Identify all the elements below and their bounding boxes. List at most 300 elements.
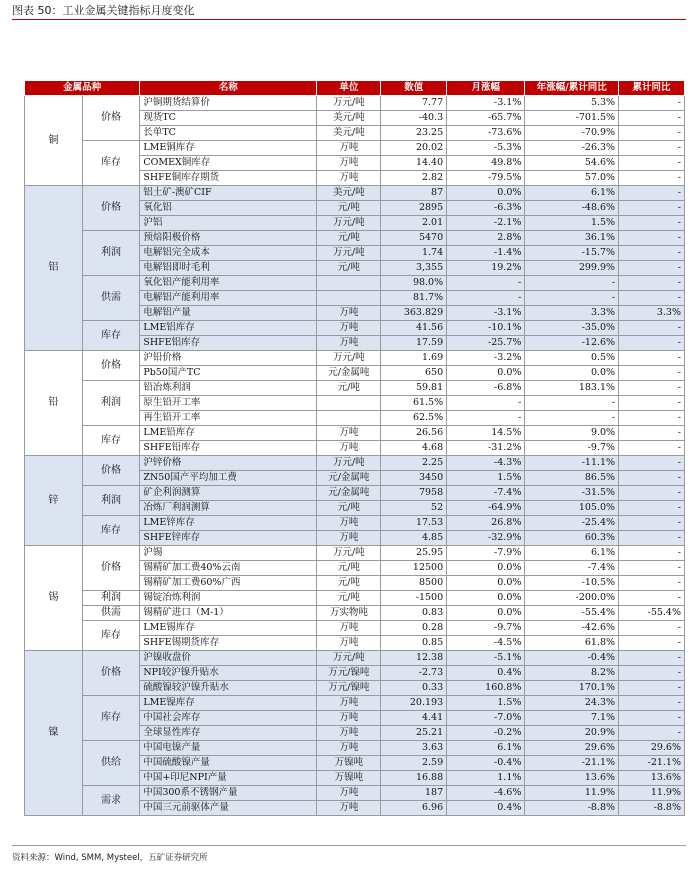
yearly-change-cell: -31.5% [525, 486, 619, 501]
ytd-yoy-cell: - [619, 591, 685, 606]
metal-cell: 铝 [25, 186, 83, 351]
unit-cell [317, 411, 381, 426]
source-note: 资料来源：Wind, SMM, Mysteel，五矿证券研究所 [12, 853, 208, 863]
value-cell: 4.85 [381, 531, 447, 546]
monthly-change-cell: -0.2% [447, 726, 525, 741]
figure-title: 图表 50：工业金属关键指标月度变化 [12, 4, 195, 17]
yearly-change-cell: 13.6% [525, 771, 619, 786]
unit-cell: 万镍吨 [317, 756, 381, 771]
value-cell: 2.01 [381, 216, 447, 231]
monthly-change-cell: -65.7% [447, 111, 525, 126]
value-cell: 0.28 [381, 621, 447, 636]
ytd-yoy-cell: - [619, 576, 685, 591]
value-cell: 7958 [381, 486, 447, 501]
header-metal: 金属品种 [25, 81, 140, 96]
monthly-change-cell: -7.0% [447, 711, 525, 726]
yearly-change-cell: 61.8% [525, 636, 619, 651]
monthly-change-cell: 1.1% [447, 771, 525, 786]
monthly-change-cell: 0.4% [447, 666, 525, 681]
unit-cell: 万吨 [317, 636, 381, 651]
unit-cell: 万吨 [317, 171, 381, 186]
ytd-yoy-cell: - [619, 651, 685, 666]
ytd-yoy-cell: 29.6% [619, 741, 685, 756]
monthly-change-cell: -5.1% [447, 651, 525, 666]
value-cell: -40.3 [381, 111, 447, 126]
yearly-change-cell: - [525, 411, 619, 426]
monthly-change-cell: 1.5% [447, 696, 525, 711]
unit-cell: 元/吨 [317, 201, 381, 216]
monthly-change-cell: -4.5% [447, 636, 525, 651]
unit-cell: 万元/吨 [317, 351, 381, 366]
monthly-change-cell: 6.1% [447, 741, 525, 756]
metal-indicator-table [24, 80, 685, 816]
value-cell: 25.21 [381, 726, 447, 741]
value-cell: 1.69 [381, 351, 447, 366]
table-row [25, 741, 685, 756]
category-cell: 供需 [82, 606, 140, 621]
unit-cell: 元/吨 [317, 381, 381, 396]
monthly-change-cell: -9.7% [447, 621, 525, 636]
ytd-yoy-cell: - [619, 696, 685, 711]
unit-cell: 元/金属吨 [317, 366, 381, 381]
unit-cell: 元/吨 [317, 261, 381, 276]
table-header-row [25, 81, 685, 96]
unit-cell: 万元/吨 [317, 96, 381, 111]
unit-cell: 万吨 [317, 741, 381, 756]
monthly-change-cell: - [447, 411, 525, 426]
yearly-change-cell: 0.5% [525, 351, 619, 366]
indicator-name-cell: 原生铅开工率 [140, 396, 317, 411]
header-name: 名称 [140, 81, 317, 96]
indicator-name-cell: LME铜库存 [140, 141, 317, 156]
table-row [25, 786, 685, 801]
indicator-name-cell: 沪铅价格 [140, 351, 317, 366]
indicator-name-cell: 锡精矿加工费60%广西 [140, 576, 317, 591]
monthly-change-cell: 1.5% [447, 471, 525, 486]
indicator-name-cell: LME镍库存 [140, 696, 317, 711]
unit-cell: 万吨 [317, 531, 381, 546]
indicator-name-cell: LME锌库存 [140, 516, 317, 531]
ytd-yoy-cell: - [619, 411, 685, 426]
value-cell: 20.02 [381, 141, 447, 156]
yearly-change-cell: -8.8% [525, 801, 619, 816]
category-cell: 供给 [82, 741, 140, 786]
ytd-yoy-cell: - [619, 366, 685, 381]
ytd-yoy-cell: - [619, 396, 685, 411]
ytd-yoy-cell: 3.3% [619, 306, 685, 321]
category-cell: 库存 [82, 696, 140, 741]
value-cell: 59.81 [381, 381, 447, 396]
header-yoy: 年涨幅/累计同比 [525, 81, 619, 96]
ytd-yoy-cell: - [619, 261, 685, 276]
value-cell: 8500 [381, 576, 447, 591]
indicator-name-cell: 中国硫酸镍产量 [140, 756, 317, 771]
unit-cell [317, 396, 381, 411]
monthly-change-cell: 0.4% [447, 801, 525, 816]
unit-cell: 万吨 [317, 141, 381, 156]
unit-cell: 万吨 [317, 441, 381, 456]
unit-cell: 万吨 [317, 711, 381, 726]
value-cell: 62.5% [381, 411, 447, 426]
indicator-name-cell: LME锡库存 [140, 621, 317, 636]
unit-cell: 万元/吨 [317, 216, 381, 231]
value-cell: 3,355 [381, 261, 447, 276]
yearly-change-cell: 6.1% [525, 546, 619, 561]
table-row [25, 606, 685, 621]
metal-cell: 镍 [25, 651, 83, 816]
monthly-change-cell: -31.2% [447, 441, 525, 456]
ytd-yoy-cell: - [619, 321, 685, 336]
value-cell: 7.77 [381, 96, 447, 111]
yearly-change-cell: 11.9% [525, 786, 619, 801]
monthly-change-cell: -10.1% [447, 321, 525, 336]
monthly-change-cell: - [447, 291, 525, 306]
yearly-change-cell: -25.4% [525, 516, 619, 531]
indicator-name-cell: 矿企利润测算 [140, 486, 317, 501]
ytd-yoy-cell: -21.1% [619, 756, 685, 771]
ytd-yoy-cell: - [619, 96, 685, 111]
table-row [25, 276, 685, 291]
yearly-change-cell: 5.3% [525, 96, 619, 111]
category-cell: 库存 [82, 426, 140, 456]
category-cell: 价格 [82, 546, 140, 591]
indicator-name-cell: LME铝库存 [140, 321, 317, 336]
value-cell: 0.83 [381, 606, 447, 621]
yearly-change-cell: -48.6% [525, 201, 619, 216]
value-cell: 16.88 [381, 771, 447, 786]
value-cell: -1500 [381, 591, 447, 606]
ytd-yoy-cell: - [619, 471, 685, 486]
ytd-yoy-cell: - [619, 291, 685, 306]
yearly-change-cell: - [525, 396, 619, 411]
ytd-yoy-cell: - [619, 441, 685, 456]
table-row [25, 321, 685, 336]
category-cell: 库存 [82, 141, 140, 186]
ytd-yoy-cell: - [619, 501, 685, 516]
monthly-change-cell: -25.7% [447, 336, 525, 351]
yearly-change-cell: 86.5% [525, 471, 619, 486]
monthly-change-cell: 49.8% [447, 156, 525, 171]
yearly-change-cell: -26.3% [525, 141, 619, 156]
yearly-change-cell: -35.0% [525, 321, 619, 336]
yearly-change-cell: -701.5% [525, 111, 619, 126]
indicator-name-cell: SHFE铅库存 [140, 441, 317, 456]
unit-cell: 万吨 [317, 336, 381, 351]
indicator-name-cell: 中国+印尼NPI产量 [140, 771, 317, 786]
indicator-name-cell: 冶炼厂利润测算 [140, 501, 317, 516]
category-cell: 价格 [82, 651, 140, 696]
yearly-change-cell: 24.3% [525, 696, 619, 711]
indicator-name-cell: 沪铝 [140, 216, 317, 231]
monthly-change-cell: -7.4% [447, 486, 525, 501]
category-cell: 利润 [82, 381, 140, 426]
value-cell: 3.63 [381, 741, 447, 756]
monthly-change-cell: -1.4% [447, 246, 525, 261]
indicator-name-cell: 电解铝完全成本 [140, 246, 317, 261]
monthly-change-cell: 19.2% [447, 261, 525, 276]
monthly-change-cell: -4.6% [447, 786, 525, 801]
ytd-yoy-cell: 13.6% [619, 771, 685, 786]
value-cell: 41.56 [381, 321, 447, 336]
unit-cell: 万吨 [317, 786, 381, 801]
metal-cell: 锌 [25, 456, 83, 546]
yearly-change-cell: 6.1% [525, 186, 619, 201]
category-cell: 价格 [82, 456, 140, 486]
indicator-name-cell: 电解铝产量 [140, 306, 317, 321]
yearly-change-cell: -21.1% [525, 756, 619, 771]
unit-cell: 元/吨 [317, 576, 381, 591]
metal-cell: 铜 [25, 96, 83, 186]
indicator-name-cell: SHFE铜库存期货 [140, 171, 317, 186]
value-cell: 17.53 [381, 516, 447, 531]
ytd-yoy-cell: - [619, 201, 685, 216]
table-row [25, 456, 685, 471]
monthly-change-cell: -79.5% [447, 171, 525, 186]
value-cell: 52 [381, 501, 447, 516]
unit-cell: 元/吨 [317, 591, 381, 606]
unit-cell [317, 276, 381, 291]
indicator-name-cell: ZN50国产平均加工费 [140, 471, 317, 486]
monthly-change-cell: -6.8% [447, 381, 525, 396]
value-cell: 1.74 [381, 246, 447, 261]
monthly-change-cell: -2.1% [447, 216, 525, 231]
header-ytd: 累计同比 [619, 81, 685, 96]
ytd-yoy-cell: - [619, 126, 685, 141]
monthly-change-cell: -7.9% [447, 546, 525, 561]
ytd-yoy-cell: - [619, 186, 685, 201]
yearly-change-cell: 7.1% [525, 711, 619, 726]
unit-cell: 万元/镍吨 [317, 681, 381, 696]
category-cell: 利润 [82, 591, 140, 606]
unit-cell: 元/吨 [317, 231, 381, 246]
category-cell: 库存 [82, 621, 140, 651]
unit-cell: 元/吨 [317, 561, 381, 576]
value-cell: 0.33 [381, 681, 447, 696]
ytd-yoy-cell: - [619, 231, 685, 246]
unit-cell: 元/金属吨 [317, 486, 381, 501]
indicator-name-cell: 再生铅开工率 [140, 411, 317, 426]
ytd-yoy-cell: - [619, 681, 685, 696]
ytd-yoy-cell: - [619, 111, 685, 126]
monthly-change-cell: -6.3% [447, 201, 525, 216]
value-cell: 650 [381, 366, 447, 381]
monthly-change-cell: 14.5% [447, 426, 525, 441]
table-row [25, 231, 685, 246]
ytd-yoy-cell: - [619, 156, 685, 171]
category-cell: 供需 [82, 276, 140, 321]
unit-cell: 万元/镍吨 [317, 666, 381, 681]
value-cell: 12500 [381, 561, 447, 576]
monthly-change-cell: 0.0% [447, 561, 525, 576]
unit-cell: 万元/吨 [317, 246, 381, 261]
value-cell: 14.40 [381, 156, 447, 171]
yearly-change-cell: -200.0% [525, 591, 619, 606]
unit-cell: 万吨 [317, 321, 381, 336]
unit-cell: 美元/吨 [317, 186, 381, 201]
value-cell: 26.56 [381, 426, 447, 441]
ytd-yoy-cell: - [619, 426, 685, 441]
value-cell: 98.0% [381, 276, 447, 291]
header-value: 数值 [381, 81, 447, 96]
value-cell: 81.7% [381, 291, 447, 306]
indicator-name-cell: 电解铝即时毛利 [140, 261, 317, 276]
indicator-name-cell: COMEX铜库存 [140, 156, 317, 171]
value-cell: 20.193 [381, 696, 447, 711]
unit-cell: 万元/吨 [317, 456, 381, 471]
title-rule [12, 19, 686, 20]
table-row [25, 696, 685, 711]
monthly-change-cell: -4.3% [447, 456, 525, 471]
yearly-change-cell: 105.0% [525, 501, 619, 516]
yearly-change-cell: -70.9% [525, 126, 619, 141]
ytd-yoy-cell: - [619, 351, 685, 366]
value-cell: 25.95 [381, 546, 447, 561]
value-cell: 61.5% [381, 396, 447, 411]
unit-cell: 美元/吨 [317, 126, 381, 141]
ytd-yoy-cell: - [619, 276, 685, 291]
value-cell: 0.85 [381, 636, 447, 651]
yearly-change-cell: -55.4% [525, 606, 619, 621]
table-row [25, 186, 685, 201]
table-row [25, 516, 685, 531]
category-cell: 价格 [82, 186, 140, 231]
monthly-change-cell: 0.0% [447, 576, 525, 591]
unit-cell: 万吨 [317, 426, 381, 441]
ytd-yoy-cell: - [619, 711, 685, 726]
value-cell: -2.73 [381, 666, 447, 681]
ytd-yoy-cell: -8.8% [619, 801, 685, 816]
ytd-yoy-cell: - [619, 516, 685, 531]
category-cell: 库存 [82, 516, 140, 546]
value-cell: 5470 [381, 231, 447, 246]
ytd-yoy-cell: 11.9% [619, 786, 685, 801]
category-cell: 利润 [82, 231, 140, 276]
unit-cell: 万吨 [317, 621, 381, 636]
value-cell: 2.59 [381, 756, 447, 771]
indicator-name-cell: LME铅库存 [140, 426, 317, 441]
yearly-change-cell: 60.3% [525, 531, 619, 546]
unit-cell [317, 291, 381, 306]
monthly-change-cell: 0.0% [447, 366, 525, 381]
ytd-yoy-cell: - [619, 216, 685, 231]
indicator-name-cell: 沪锡 [140, 546, 317, 561]
indicator-name-cell: 电解铝产能利用率 [140, 291, 317, 306]
yearly-change-cell: 1.5% [525, 216, 619, 231]
indicator-name-cell: 中国电镍产量 [140, 741, 317, 756]
value-cell: 187 [381, 786, 447, 801]
monthly-change-cell: -32.9% [447, 531, 525, 546]
value-cell: 12.38 [381, 651, 447, 666]
ytd-yoy-cell: - [619, 246, 685, 261]
table-row [25, 426, 685, 441]
monthly-change-cell: -5.3% [447, 141, 525, 156]
table-row [25, 381, 685, 396]
ytd-yoy-cell: - [619, 171, 685, 186]
indicator-name-cell: 氧化铝 [140, 201, 317, 216]
unit-cell: 万吨 [317, 516, 381, 531]
yearly-change-cell: -11.1% [525, 456, 619, 471]
yearly-change-cell: -9.7% [525, 441, 619, 456]
ytd-yoy-cell: - [619, 336, 685, 351]
indicator-name-cell: 硫酸镍较沪镍升贴水 [140, 681, 317, 696]
monthly-change-cell: -64.9% [447, 501, 525, 516]
yearly-change-cell: 29.6% [525, 741, 619, 756]
yearly-change-cell: -12.6% [525, 336, 619, 351]
monthly-change-cell: 2.8% [447, 231, 525, 246]
ytd-yoy-cell: - [619, 141, 685, 156]
table-body [25, 96, 685, 816]
indicator-name-cell: 中国三元前驱体产量 [140, 801, 317, 816]
indicator-name-cell: Pb50国产TC [140, 366, 317, 381]
indicator-name-cell: 中国社会库存 [140, 711, 317, 726]
monthly-change-cell: 160.8% [447, 681, 525, 696]
header-unit: 单位 [317, 81, 381, 96]
indicator-name-cell: 全球显性库存 [140, 726, 317, 741]
table-row [25, 546, 685, 561]
indicator-name-cell: NPI较沪镍升贴水 [140, 666, 317, 681]
yearly-change-cell: 20.9% [525, 726, 619, 741]
unit-cell: 元/吨 [317, 501, 381, 516]
yearly-change-cell: -15.7% [525, 246, 619, 261]
table-row [25, 591, 685, 606]
yearly-change-cell: - [525, 276, 619, 291]
monthly-change-cell: 0.0% [447, 591, 525, 606]
indicator-name-cell: 锡精矿进口（M-1） [140, 606, 317, 621]
yearly-change-cell: -42.6% [525, 621, 619, 636]
ytd-yoy-cell: - [619, 726, 685, 741]
value-cell: 87 [381, 186, 447, 201]
unit-cell: 万镍吨 [317, 771, 381, 786]
indicator-name-cell: 锡精矿加工费40%云南 [140, 561, 317, 576]
ytd-yoy-cell: - [619, 381, 685, 396]
category-cell: 需求 [82, 786, 140, 816]
monthly-change-cell: 0.0% [447, 606, 525, 621]
ytd-yoy-cell: - [619, 456, 685, 471]
table-row [25, 141, 685, 156]
monthly-change-cell: -73.6% [447, 126, 525, 141]
indicator-name-cell: SHFE锡期货库存 [140, 636, 317, 651]
indicator-name-cell: 铅冶炼利润 [140, 381, 317, 396]
category-cell: 库存 [82, 321, 140, 351]
yearly-change-cell: 9.0% [525, 426, 619, 441]
unit-cell: 万吨 [317, 306, 381, 321]
value-cell: 2.25 [381, 456, 447, 471]
unit-cell: 美元/吨 [317, 111, 381, 126]
unit-cell: 万吨 [317, 156, 381, 171]
unit-cell: 万吨 [317, 726, 381, 741]
table-row [25, 651, 685, 666]
yearly-change-cell: 8.2% [525, 666, 619, 681]
footer-rule [12, 845, 686, 846]
monthly-change-cell: -3.2% [447, 351, 525, 366]
metal-cell: 锡 [25, 546, 83, 651]
monthly-change-cell: - [447, 276, 525, 291]
monthly-change-cell: -3.1% [447, 306, 525, 321]
indicator-name-cell: 中国300系不锈钢产量 [140, 786, 317, 801]
indicator-name-cell: 沪镍收盘价 [140, 651, 317, 666]
monthly-change-cell: 0.0% [447, 186, 525, 201]
header-mom: 月涨幅 [447, 81, 525, 96]
indicator-name-cell: SHFE铝库存 [140, 336, 317, 351]
monthly-change-cell: 26.8% [447, 516, 525, 531]
ytd-yoy-cell: - [619, 636, 685, 651]
value-cell: 2.82 [381, 171, 447, 186]
value-cell: 363.829 [381, 306, 447, 321]
monthly-change-cell: -3.1% [447, 96, 525, 111]
yearly-change-cell: 57.0% [525, 171, 619, 186]
unit-cell: 万实物吨 [317, 606, 381, 621]
table-row [25, 351, 685, 366]
